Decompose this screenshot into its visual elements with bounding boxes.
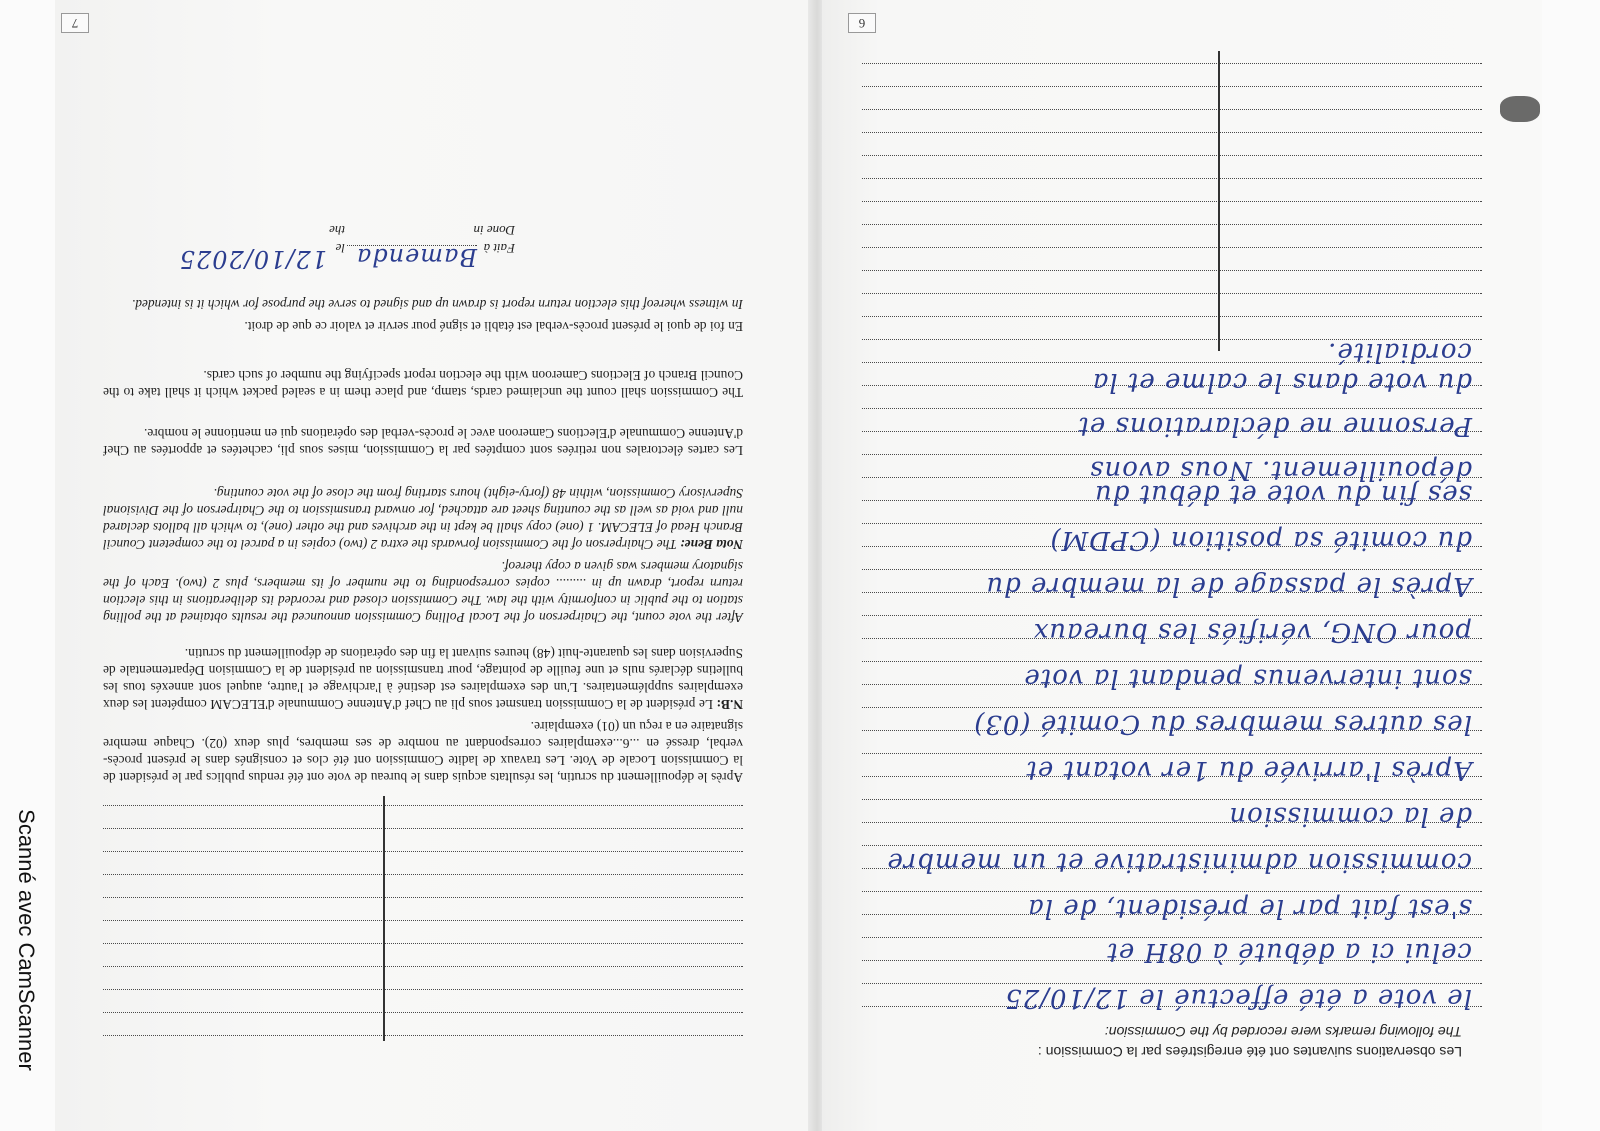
done-in-label: Done in [473, 223, 515, 238]
nb-text: Le président de la Commission transmet sous pli au Chef d'Antenne Communale d'ELECAM compétent les deux exemplaires supplémentaires. L'un des exemplaires est destiné à l'archivage et l'autre, auquel sont annexés tous les bulletins déclarés nuls et une feuille de pointage, pour transmission au président de la Commision Départementale de Supervision dans les quarante-huit (48) heures suivant la fin des opérations de dépouillement du scrutin. [103, 646, 743, 712]
handwriting-line: Après l'arrivée du 1er votant et [1025, 755, 1472, 785]
nb-label: N.B: [716, 697, 743, 712]
handwriting-line: celui ci a débuté à 08H et [1106, 937, 1472, 967]
handwriting-line: commission administrative et un membre [886, 847, 1472, 877]
handwriting-line: de la commission [1228, 801, 1472, 831]
watermark-text: Scanné avec CamScanner [14, 809, 39, 1071]
camscanner-watermark [6, 790, 46, 1090]
handwriting-line: le vote a été effectué le 12/10/25 [1004, 983, 1472, 1013]
le-label: le [335, 241, 345, 256]
handwritten-strike-line [383, 796, 385, 1041]
right-page [822, 0, 1542, 1131]
page-number: 7 [61, 13, 89, 33]
nb-paragraph-fr [103, 645, 743, 713]
handwriting-line: sont intervenus pendant la vote [1023, 663, 1472, 693]
handwriting-line: ses fin du vote et début du [1094, 479, 1472, 509]
left-page [55, 0, 815, 1131]
witness-paragraph-en: In witness whereof this election return report is drawn up and signed to serve the purpose for which it is intended. [131, 297, 743, 312]
fait-a-label: Fait à [483, 241, 515, 256]
nota-bene-text: The Chairperson of the Commission forwards the extra 2 (two) copies in a parcel to the competent Council Branch Head of ELECAM. 1 (one) copy shall be kept in the archives and the other (one), to which all ballots declared null and void as well as the counting sheet are attached, for onward transmission to the Chairperson of the Divisional Supervisory Commission, within 48 (forty-eight) hours starting from the close of the vote counting. [103, 486, 743, 552]
handwriting-line: les autres membres du Comité (03) [973, 709, 1472, 739]
witness-paragraph-fr: En foi de quoi le présent procès-verbal est établi et signé pour servir et valoir ce que de droit. [244, 319, 743, 334]
nota-bene-paragraph-en [103, 485, 743, 553]
cards-paragraph-fr: Les cartes électorales non retirées sont comptées par la Commission, mises sous pli, cachetées et apportées au Chef d'Antenne Communale d'Elections Cameroon avec le procès-verbal des opérations qui en mentionne le nombre. [103, 426, 743, 458]
handwriting-line: Après le passage de la membre du [985, 571, 1472, 601]
handwriting-line: pour ONG, vérifiés les bureaux [1032, 617, 1472, 647]
right-page-rotated-content [822, 0, 1542, 1131]
page-number: 6 [848, 13, 876, 33]
handwriting-line: dépouillement. Nous avons [1089, 455, 1472, 485]
handwriting-line: Personne ne déclarations et [1077, 411, 1472, 441]
handwriting-line: du vote dans le calme et la [1091, 367, 1472, 397]
cards-paragraph-en: The Commission shall count the unclaimed cards, stamp, and place them in a sealed packet which it shall take to the Council Branch of Elections Cameroon with the election report specifying the number of such cards. [103, 368, 743, 400]
observations-heading-fr: Les observations suivantes ont été enregistrées par la Commission : [1037, 1044, 1462, 1060]
closing-paragraph-en: After the vote count, the Chairperson of the Local Polling Commission announced the results obtained at the polling station to the public in conformity with the law. The Commission closed and recorded its deliberations in this election return report, drawn up in ......... copies corresponding to the number of its members, plus 2 (two). Each of the signatory members was given a copy thereof. [103, 559, 743, 625]
the-label: the [329, 223, 345, 238]
place-handwritten: Bamenda [355, 243, 477, 271]
handwriting-line: du comité sa position (CPDM) [1049, 525, 1472, 555]
observations-heading-en: The following remarks were recorded by the Commission: [1104, 1024, 1462, 1040]
nota-bene-label: Nota Bene: [680, 537, 743, 552]
handwriting-line: cordialité. [1327, 337, 1472, 367]
handwritten-strike-line [1218, 51, 1220, 351]
left-page-rotated-content [55, 0, 815, 1131]
ink-stain [1500, 96, 1540, 122]
handwriting-line: s'est fait par le président, de la [1027, 893, 1472, 923]
closing-paragraph-fr: Après le dépouillement du scrutin, les résultats acquis dans le bureau de vote ont été rendus publics par le président de la Commission Locale de Vote. Les travaux de ladite Commission ont été clos et consignés dans le présent procès-verbal, dressé en ...6...exemplaires correspondant au nombre de ses membres, plus deux (02). Chaque membre signataire en a reçu un (01) exemplaire. [103, 719, 743, 785]
date-handwritten: 12/10/2025 [178, 245, 327, 273]
